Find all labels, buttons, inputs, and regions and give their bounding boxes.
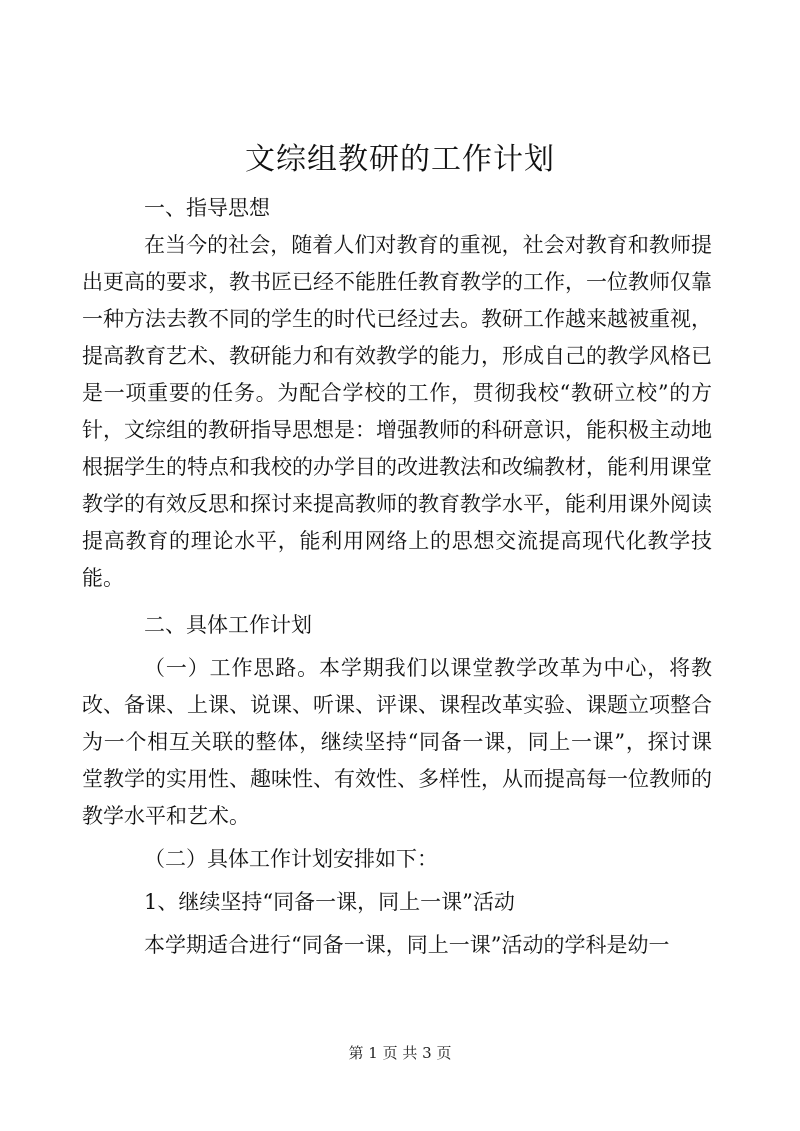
document-title: 文综组教研的工作计划	[245, 142, 555, 177]
subsection1-paragraph: （一）工作思路。本学期我们以课堂教学改革为中心，将教改、备课、上课、说课、听课、评课、课程改革实验、课题立项整合为一个相互关联的整体，继续坚持“同备一课，同上一课”，探讨课堂教学的实用性、趣味性、有效性、多样性，从而提高每一位教师的教学水平和艺术。	[82, 656, 712, 828]
page-footer: 第 1 页 共 3 页	[348, 1044, 452, 1062]
document-body	[82, 190, 712, 964]
subsection2-heading: （二）具体工作计划安排如下：	[144, 847, 438, 871]
item1-paragraph: 本学期适合进行“同备一课，同上一课”活动的学科是幼一	[144, 933, 670, 957]
section1-paragraph: 在当今的社会，随着人们对教育的重视，社会对教育和教师提出更高的要求，教书匠已经不能胜任教育教学的工作，一位教师仅靠一种方法去教不同的学生的时代已经过去。教研工作越来越被重视，提高教育艺术、教研能力和有效教学的能力，形成自己的教学风格已是一项重要的任务。为配合学校的工作，贯彻我校“教研立校”的方针，文综组的教研指导思想是：增强教师的科研意识，能积极主动地根据学生的特点和我校的办学目的改进教法和改编教材，能利用课堂教学的有效反思和探讨来提高教师的教育教学水平，能利用课外阅读提高教育的理论水平，能利用网络上的思想交流提高现代化教学技能。	[82, 233, 712, 590]
item1-heading: 1、继续坚持“同备一课，同上一课”活动	[144, 890, 515, 914]
section1-heading: 一、指导思想	[144, 196, 270, 220]
section2-heading: 二、具体工作计划	[144, 613, 312, 637]
